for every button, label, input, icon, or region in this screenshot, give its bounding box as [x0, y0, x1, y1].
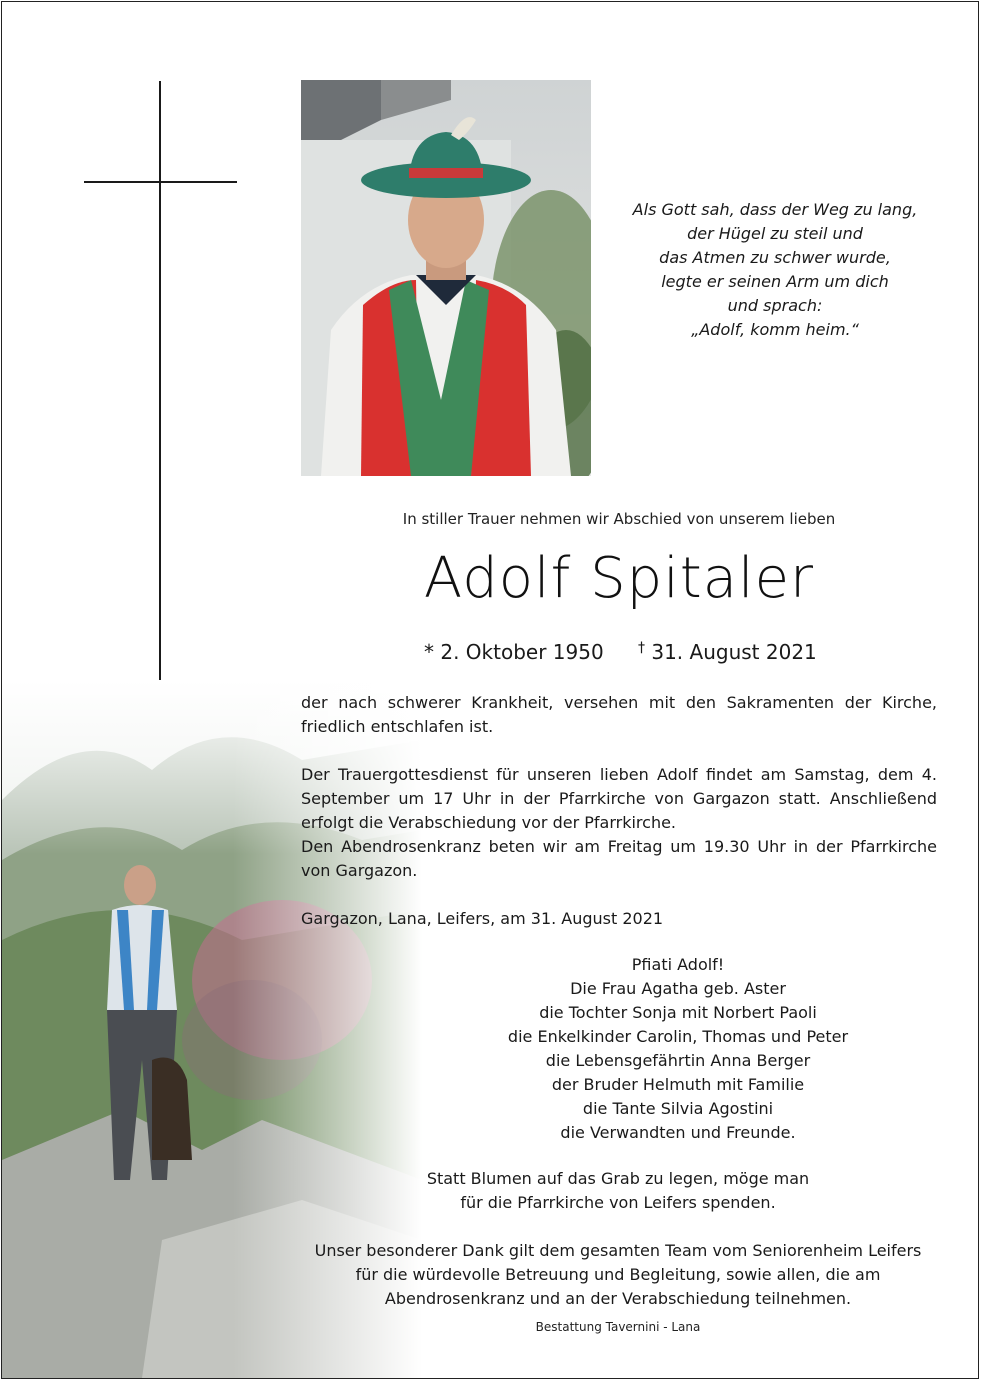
funeral-service-text: Der Trauergottesdienst für unseren lieben Adolf findet am Samstag, dem 4. September um 17 Uhr in der Pfarrkirche von Gargazon statt. Anschließend erfolgt die Verabschiedung vor der Pfarrkirche. — [301, 765, 937, 832]
family-line: die Tochter Sonja mit Norbert Paoli — [539, 1003, 817, 1022]
family-line: die Lebensgefährtin Anna Berger — [545, 1051, 811, 1070]
family-line: der Bruder Helmuth mit Familie — [551, 1075, 805, 1094]
passing-paragraph: der nach schwerer Krankheit, versehen mit den Sakramenten der Kirche, friedlich entschlafen ist. — [301, 693, 937, 736]
thanks-note — [270, 1239, 966, 1311]
poem — [600, 198, 950, 342]
death-date-group — [638, 640, 817, 664]
poem-line: Als Gott sah, dass der Weg zu lang, — [632, 200, 918, 219]
thanks-line: für die würdevolle Betreuung und Begleitung, sowie allen, die am — [355, 1265, 881, 1284]
donation-line: Statt Blumen auf das Grab zu legen, möge man — [426, 1169, 810, 1188]
thanks-line: Unser besonderer Dank gilt dem gesamten Team vom Seniorenheim Leifers — [314, 1241, 922, 1260]
birth-date: 2. Oktober 1950 — [440, 640, 604, 664]
donation-line: für die Pfarrkirche von Leifers spenden. — [460, 1193, 776, 1212]
family-line: die Enkelkinder Carolin, Thomas und Peter — [507, 1027, 849, 1046]
poem-line: der Hügel zu steil und — [687, 224, 863, 243]
family-line: Pfiati Adolf! — [631, 955, 725, 974]
poem-line: und sprach: — [727, 296, 823, 315]
service-paragraph — [301, 763, 937, 883]
birth-symbol: * — [424, 640, 434, 664]
family-line: die Tante Silvia Agostini — [582, 1099, 774, 1118]
portrait-photo — [301, 80, 591, 476]
birth-date-group — [424, 640, 604, 664]
death-symbol: † — [638, 640, 645, 656]
poem-line: „Adolf, komm heim.“ — [691, 320, 859, 339]
deceased-name: Adolf Spitaler — [423, 546, 815, 611]
poem-line: legte er seinen Arm um dich — [661, 272, 889, 291]
place-date-line: Gargazon, Lana, Leifers, am 31. August 2021 — [301, 909, 664, 928]
poem-line: das Atmen zu schwer wurde, — [659, 248, 891, 267]
death-date: 31. August 2021 — [651, 640, 817, 664]
family-line: Die Frau Agatha geb. Aster — [570, 979, 786, 998]
thanks-line: Abendrosenkranz und an der Verabschiedung teilnehmen. — [384, 1289, 852, 1308]
family-line: die Verwandten und Freunde. — [560, 1123, 796, 1142]
donation-note — [320, 1167, 916, 1215]
family-list — [440, 953, 916, 1145]
cross-horizontal-bar — [84, 181, 237, 183]
undertaker-credit: Bestattung Tavernini - Lana — [535, 1320, 701, 1334]
intro-line: In stiller Trauer nehmen wir Abschied von unserem lieben — [402, 510, 836, 528]
rosary-text: Den Abendrosenkranz beten wir am Freitag um 19.30 Uhr in der Pfarrkirche von Gargazon. — [301, 837, 937, 880]
cross-vertical-bar — [159, 81, 161, 733]
